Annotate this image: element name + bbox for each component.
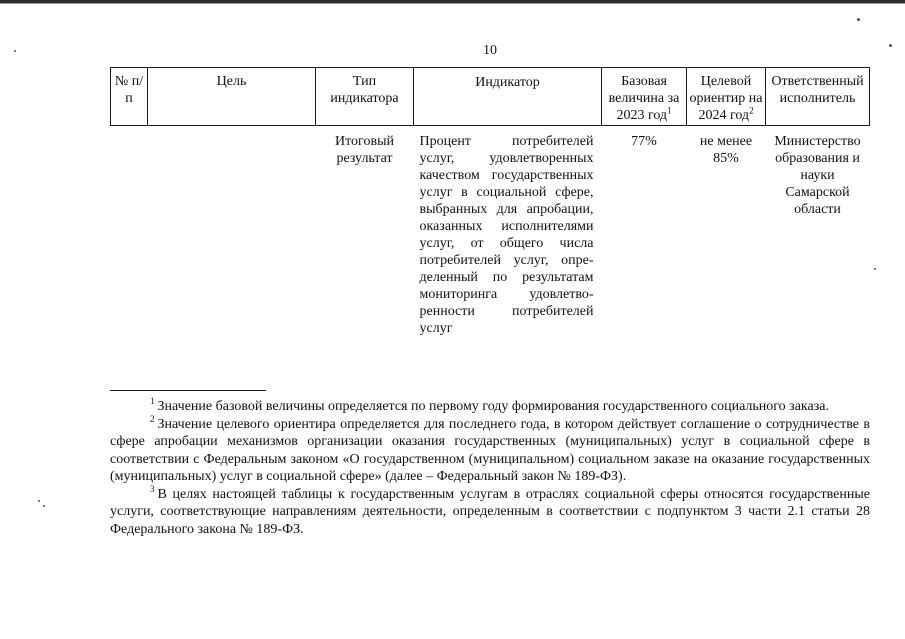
scan-speck xyxy=(38,500,40,502)
header-num-label: № п/п xyxy=(114,74,144,106)
footnote-1-mark: 1 xyxy=(150,396,155,407)
header-goal-label: Цель xyxy=(216,74,247,89)
header-executor xyxy=(766,68,870,126)
footnote-2-mark: 2 xyxy=(150,413,155,424)
header-type-label: Тип индикатора xyxy=(330,74,399,106)
footnote-3 xyxy=(110,483,870,539)
header-target-footnote-mark: 2 xyxy=(749,105,754,116)
header-goal xyxy=(148,68,316,126)
footnote-1 xyxy=(110,398,870,416)
footnote-2 xyxy=(110,413,870,486)
header-indicator-label: Индикатор xyxy=(475,75,540,90)
header-base xyxy=(602,68,687,126)
scan-speck xyxy=(43,505,45,507)
header-num xyxy=(111,68,148,126)
header-target-label: Целевой ориентир на 2024 год xyxy=(689,74,763,123)
header-target xyxy=(687,68,766,126)
scan-speck xyxy=(857,18,860,21)
cell-indicator: Процент потребителей услуг, удовлетворенных качеством государственных услуг в социальной сфере, выбранных для апробации, оказанных исполнителями услуг, от общего числа потребителей услуг, определенный по результатам мониторинга удовлетворенности потребителей услуг xyxy=(419,134,594,336)
header-executor-label: Ответственный исполнитель xyxy=(771,74,864,106)
footnote-2-text: Значение целевого ориентира определяется для последнего года, в котором действует соглашение о сотрудничестве в сфере апробации механизмов организации оказания государственных (муниципальных) услуг в социальной сфере в соответствии с Федеральным законом «О государственном (муниципальном) социальном заказе на оказание государственных (муниципальных) услуг в социальной сфере» (далее – Федеральный закон № 189-ФЗ). xyxy=(110,416,870,484)
footnote-1-text: Значение базовой величины определяется по первому году формирования государственного социального заказа. xyxy=(157,399,829,414)
cell-base: 77% xyxy=(631,134,657,149)
indicator-table xyxy=(110,67,870,337)
cell-num xyxy=(111,126,148,338)
scan-speck xyxy=(874,268,876,270)
cell-target: не менее 85% xyxy=(699,134,753,166)
footnote-3-text: В целях настоящей таблицы к государственным услугам в отраслях социальной сферы относятся государственные услуги, соответствующие направлениям деятельности, определенным в соответствии с подпунктом 3 части 2.1 статьи 28 Федерального закона № 189-ФЗ. xyxy=(110,486,870,537)
scan-edge-shadow xyxy=(0,3,905,4)
header-base-footnote-mark: 1 xyxy=(667,105,672,116)
footnotes xyxy=(110,398,870,538)
cell-executor: Министерство образования и науки Самарской области xyxy=(774,134,861,217)
scan-speck xyxy=(14,50,16,52)
footnote-3-mark: 3 xyxy=(150,483,155,494)
header-indicator xyxy=(414,68,602,126)
cell-type: Итоговый результат xyxy=(335,134,394,166)
table-row xyxy=(111,126,870,338)
footnote-separator xyxy=(110,390,266,391)
cell-goal xyxy=(148,126,316,338)
page-number: 10 xyxy=(483,43,497,58)
header-base-label: Базовая величина за 2023 год xyxy=(608,74,680,123)
scan-speck xyxy=(889,44,892,47)
header-type xyxy=(316,68,414,126)
table-header-row xyxy=(111,68,870,126)
